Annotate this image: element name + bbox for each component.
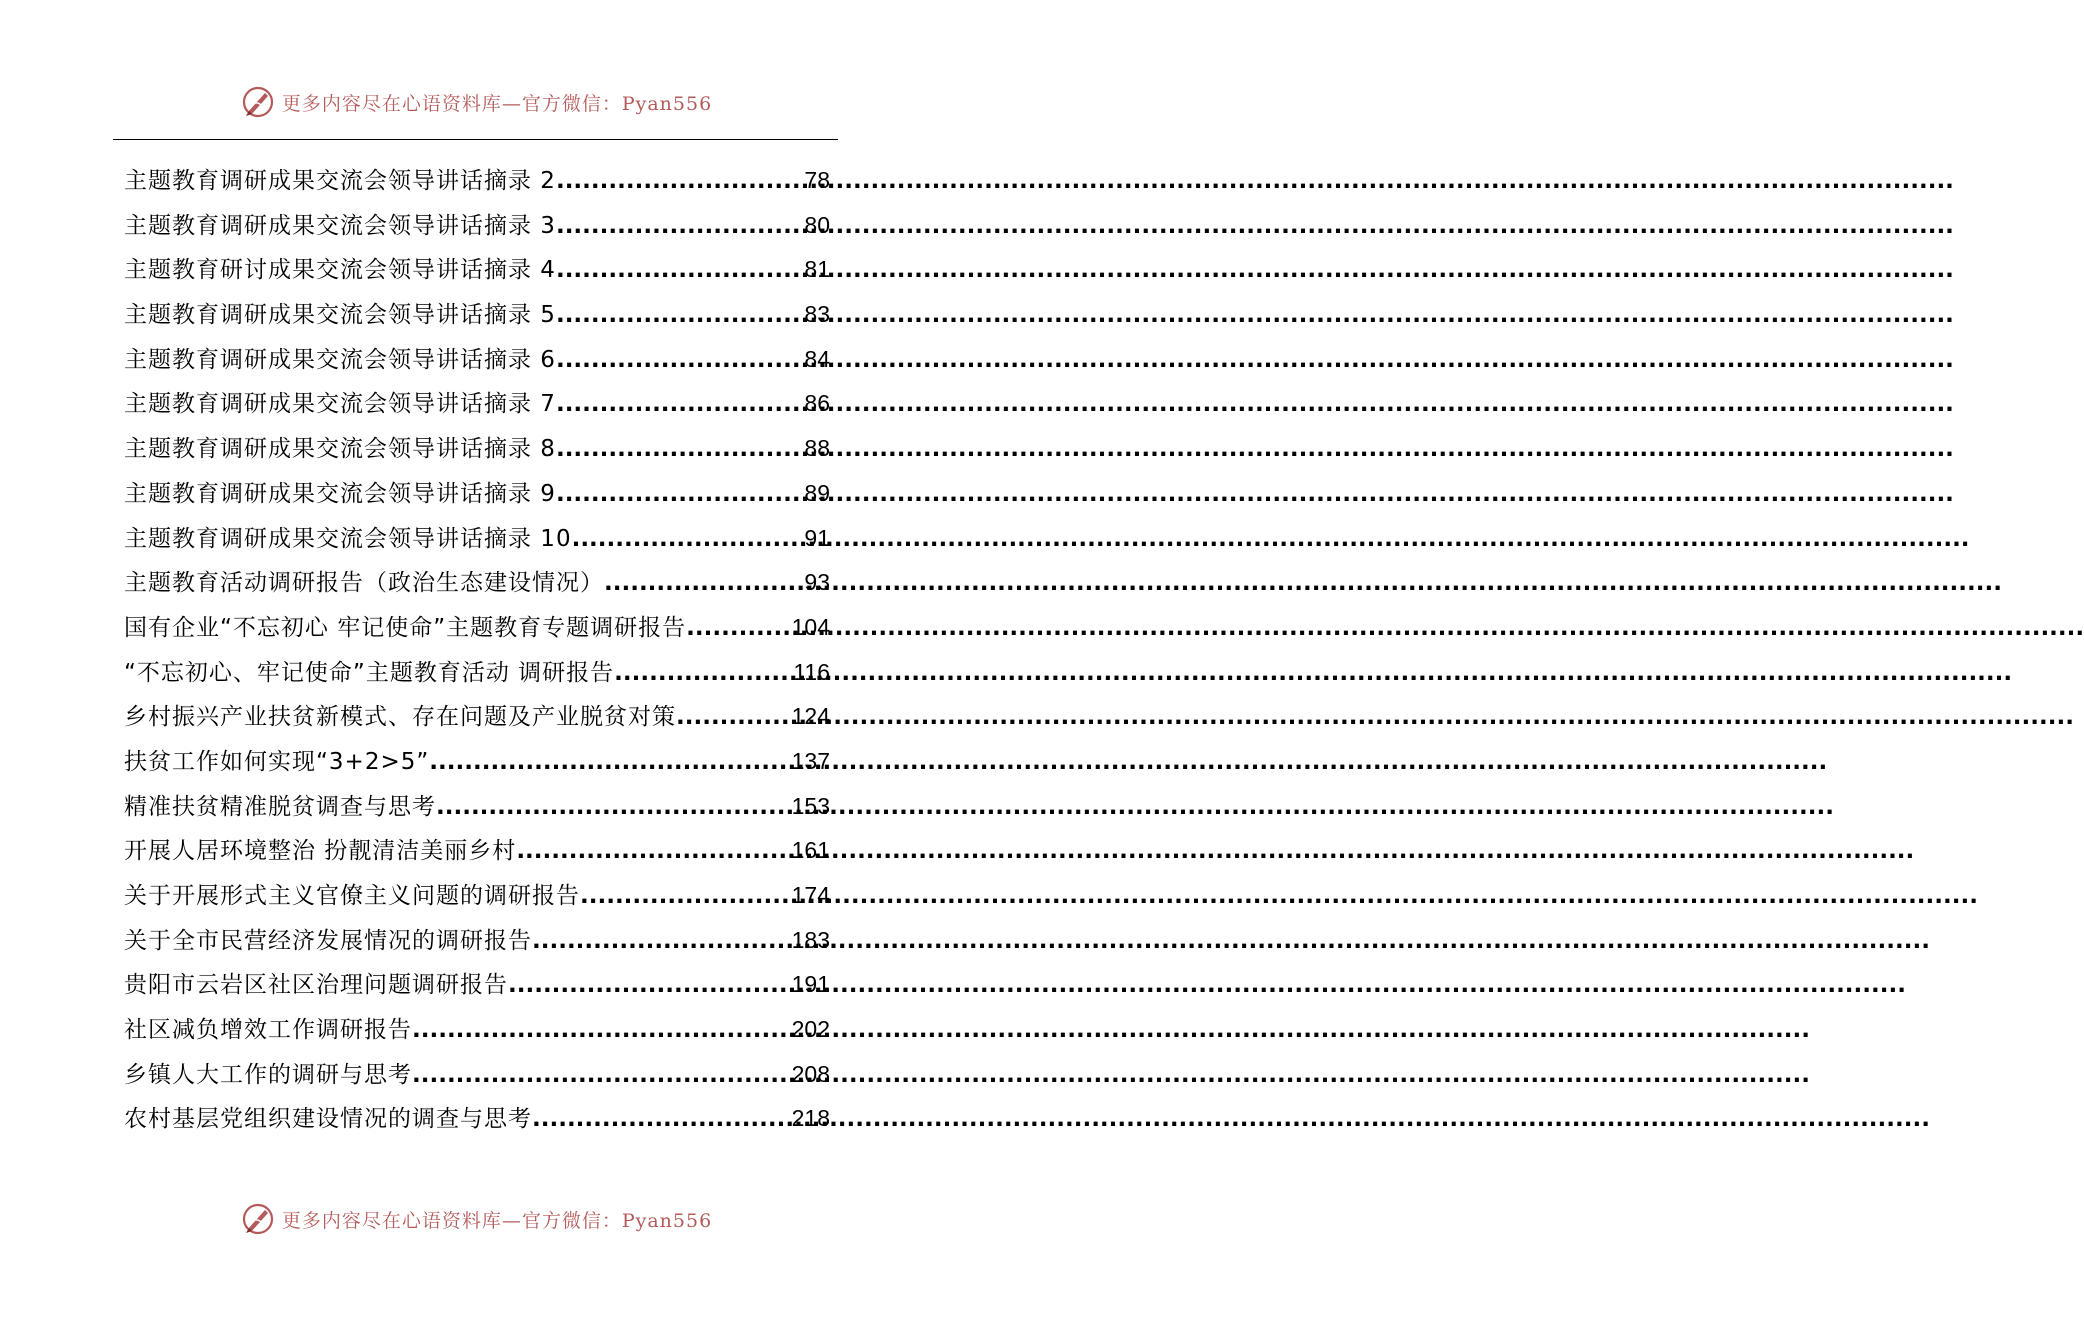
toc-entry[interactable]: [124, 426, 830, 471]
toc-entry[interactable]: [124, 1052, 830, 1097]
toc-entry-title: 主题教育调研成果交流会领导讲话摘录 5: [124, 302, 556, 329]
toc-entry[interactable]: [124, 292, 830, 337]
toc-entry-title: 主题教育调研成果交流会领导讲话摘录 7: [124, 391, 556, 418]
toc-entry-page-number: 183: [791, 926, 830, 953]
header-divider: [113, 139, 838, 140]
toc-entry-title: 乡村振兴产业扶贫新模式、存在问题及产业脱贫对策: [124, 704, 676, 731]
toc-entry-title: 主题教育调研成果交流会领导讲话摘录 6: [124, 346, 556, 373]
toc-dot-leader: [412, 1053, 792, 1098]
toc-entry-page-number: 137: [791, 747, 830, 774]
toc-dot-leader: [532, 919, 792, 964]
toc-entry-page-number: 191: [791, 971, 830, 998]
toc-entry-title: 扶贫工作如何实现“3+2>5”: [124, 748, 430, 775]
toc-entry[interactable]: [124, 828, 830, 873]
toc-entry-title: 乡镇人大工作的调研与思考: [124, 1061, 412, 1088]
footer-banner: [0, 1197, 950, 1241]
toc-dot-leader: [604, 561, 804, 606]
toc-entry-title: 主题教育研讨成果交流会领导讲话摘录 4: [124, 257, 556, 284]
toc-dot-leader: [572, 517, 805, 562]
toc-entry[interactable]: [124, 516, 830, 561]
toc-dot-leader: [614, 651, 793, 696]
toc-dot-leader: [556, 338, 804, 383]
header-banner: [0, 80, 950, 124]
toc-dot-leader: [580, 874, 792, 919]
toc-dot-leader: [676, 695, 792, 740]
toc-dot-leader: [556, 382, 804, 427]
toc-entry-page-number: 124: [791, 703, 830, 730]
toc-entry[interactable]: [124, 158, 830, 203]
toc-entry-page-number: 116: [793, 658, 830, 685]
pen-logo-icon: [238, 82, 278, 122]
toc-entry[interactable]: [124, 381, 830, 426]
toc-entry-title: 主题教育调研成果交流会领导讲话摘录 3: [124, 212, 556, 239]
toc-dot-leader: [556, 427, 804, 472]
toc-entry-page-number: 208: [791, 1060, 830, 1087]
toc-dot-leader: [412, 1008, 792, 1053]
toc-entry[interactable]: [124, 560, 830, 605]
toc-entry-page-number: 218: [791, 1105, 830, 1132]
toc-dot-leader: [556, 159, 804, 204]
toc-entry-page-number: 78: [804, 167, 830, 193]
toc-entry-title: 关于开展形式主义官僚主义问题的调研报告: [124, 883, 580, 909]
toc-entry-page-number: 86: [804, 390, 830, 417]
toc-entry-title: 农村基层党组织建设情况的调查与思考: [124, 1106, 532, 1133]
toc-entry-page-number: 84: [804, 345, 830, 372]
toc-entry-page-number: 93: [804, 569, 830, 596]
toc-entry[interactable]: [124, 1096, 830, 1141]
toc-entry-title: 主题教育调研成果交流会领导讲话摘录 9: [124, 480, 556, 507]
table-of-contents: [124, 158, 830, 1141]
toc-entry-title: 主题教育调研成果交流会领导讲话摘录 8: [124, 436, 556, 463]
toc-entry-title: 开展人居环境整治 扮靓清洁美丽乡村: [124, 838, 517, 865]
toc-entry-title: 精准扶贫精准脱贫调查与思考: [124, 793, 436, 820]
toc-entry-title: 主题教育调研成果交流会领导讲话摘录 2: [124, 168, 556, 194]
toc-entry-page-number: 81: [804, 256, 830, 283]
toc-entry-page-number: 91: [804, 524, 830, 551]
toc-dot-leader: [532, 1097, 792, 1142]
toc-entry-page-number: 153: [791, 792, 830, 819]
toc-entry[interactable]: [124, 962, 830, 1007]
toc-entry-page-number: 80: [804, 211, 830, 238]
toc-entry[interactable]: [124, 739, 830, 784]
toc-dot-leader: [516, 829, 791, 874]
toc-entry-title: 主题教育活动调研报告（政治生态建设情况）: [124, 570, 604, 597]
toc-dot-leader: [686, 606, 791, 651]
toc-entry[interactable]: [124, 784, 830, 829]
header-banner-text: 更多内容尽在心语资料库—官方微信：Pyan556: [281, 92, 713, 115]
toc-entry-title: 关于全市民营经济发展情况的调研报告: [124, 927, 532, 954]
toc-entry-page-number: 104: [791, 613, 830, 640]
toc-entry[interactable]: [124, 247, 830, 292]
toc-entry[interactable]: [124, 918, 830, 963]
toc-entry-page-number: 88: [804, 435, 830, 462]
toc-dot-leader: [429, 740, 791, 785]
toc-dot-leader: [556, 472, 804, 517]
toc-entry-title: “不忘初心、牢记使命”主题教育活动 调研报告: [124, 659, 615, 686]
toc-entry-page-number: 161: [791, 837, 830, 864]
toc-dot-leader: [508, 963, 792, 1008]
toc-entry-page-number: 174: [791, 882, 830, 908]
toc-dot-leader: [436, 785, 792, 830]
toc-entry-page-number: 89: [804, 479, 830, 506]
toc-entry-title: 国有企业“不忘初心 牢记使命”主题教育专题调研报告: [124, 614, 687, 641]
toc-entry-page-number: 83: [804, 301, 830, 328]
toc-entry[interactable]: [124, 1007, 830, 1052]
toc-entry[interactable]: [124, 694, 830, 739]
toc-entry-title: 贵阳市云岩区社区治理问题调研报告: [124, 972, 508, 999]
toc-entry[interactable]: [124, 605, 830, 650]
toc-entry-title: 主题教育调研成果交流会领导讲话摘录 10: [124, 525, 572, 552]
pen-logo-icon: [238, 1199, 278, 1239]
toc-entry[interactable]: [124, 873, 830, 918]
toc-entry[interactable]: [124, 650, 830, 695]
toc-entry-page-number: 202: [791, 1016, 830, 1043]
toc-entry-title: 社区减负增效工作调研报告: [124, 1017, 412, 1044]
toc-dot-leader: [556, 293, 804, 338]
toc-dot-leader: [556, 248, 804, 293]
footer-banner-text: 更多内容尽在心语资料库—官方微信：Pyan556: [281, 1209, 713, 1232]
toc-entry[interactable]: [124, 337, 830, 382]
toc-entry[interactable]: [124, 471, 830, 516]
toc-entry[interactable]: [124, 203, 830, 248]
toc-dot-leader: [556, 204, 804, 249]
